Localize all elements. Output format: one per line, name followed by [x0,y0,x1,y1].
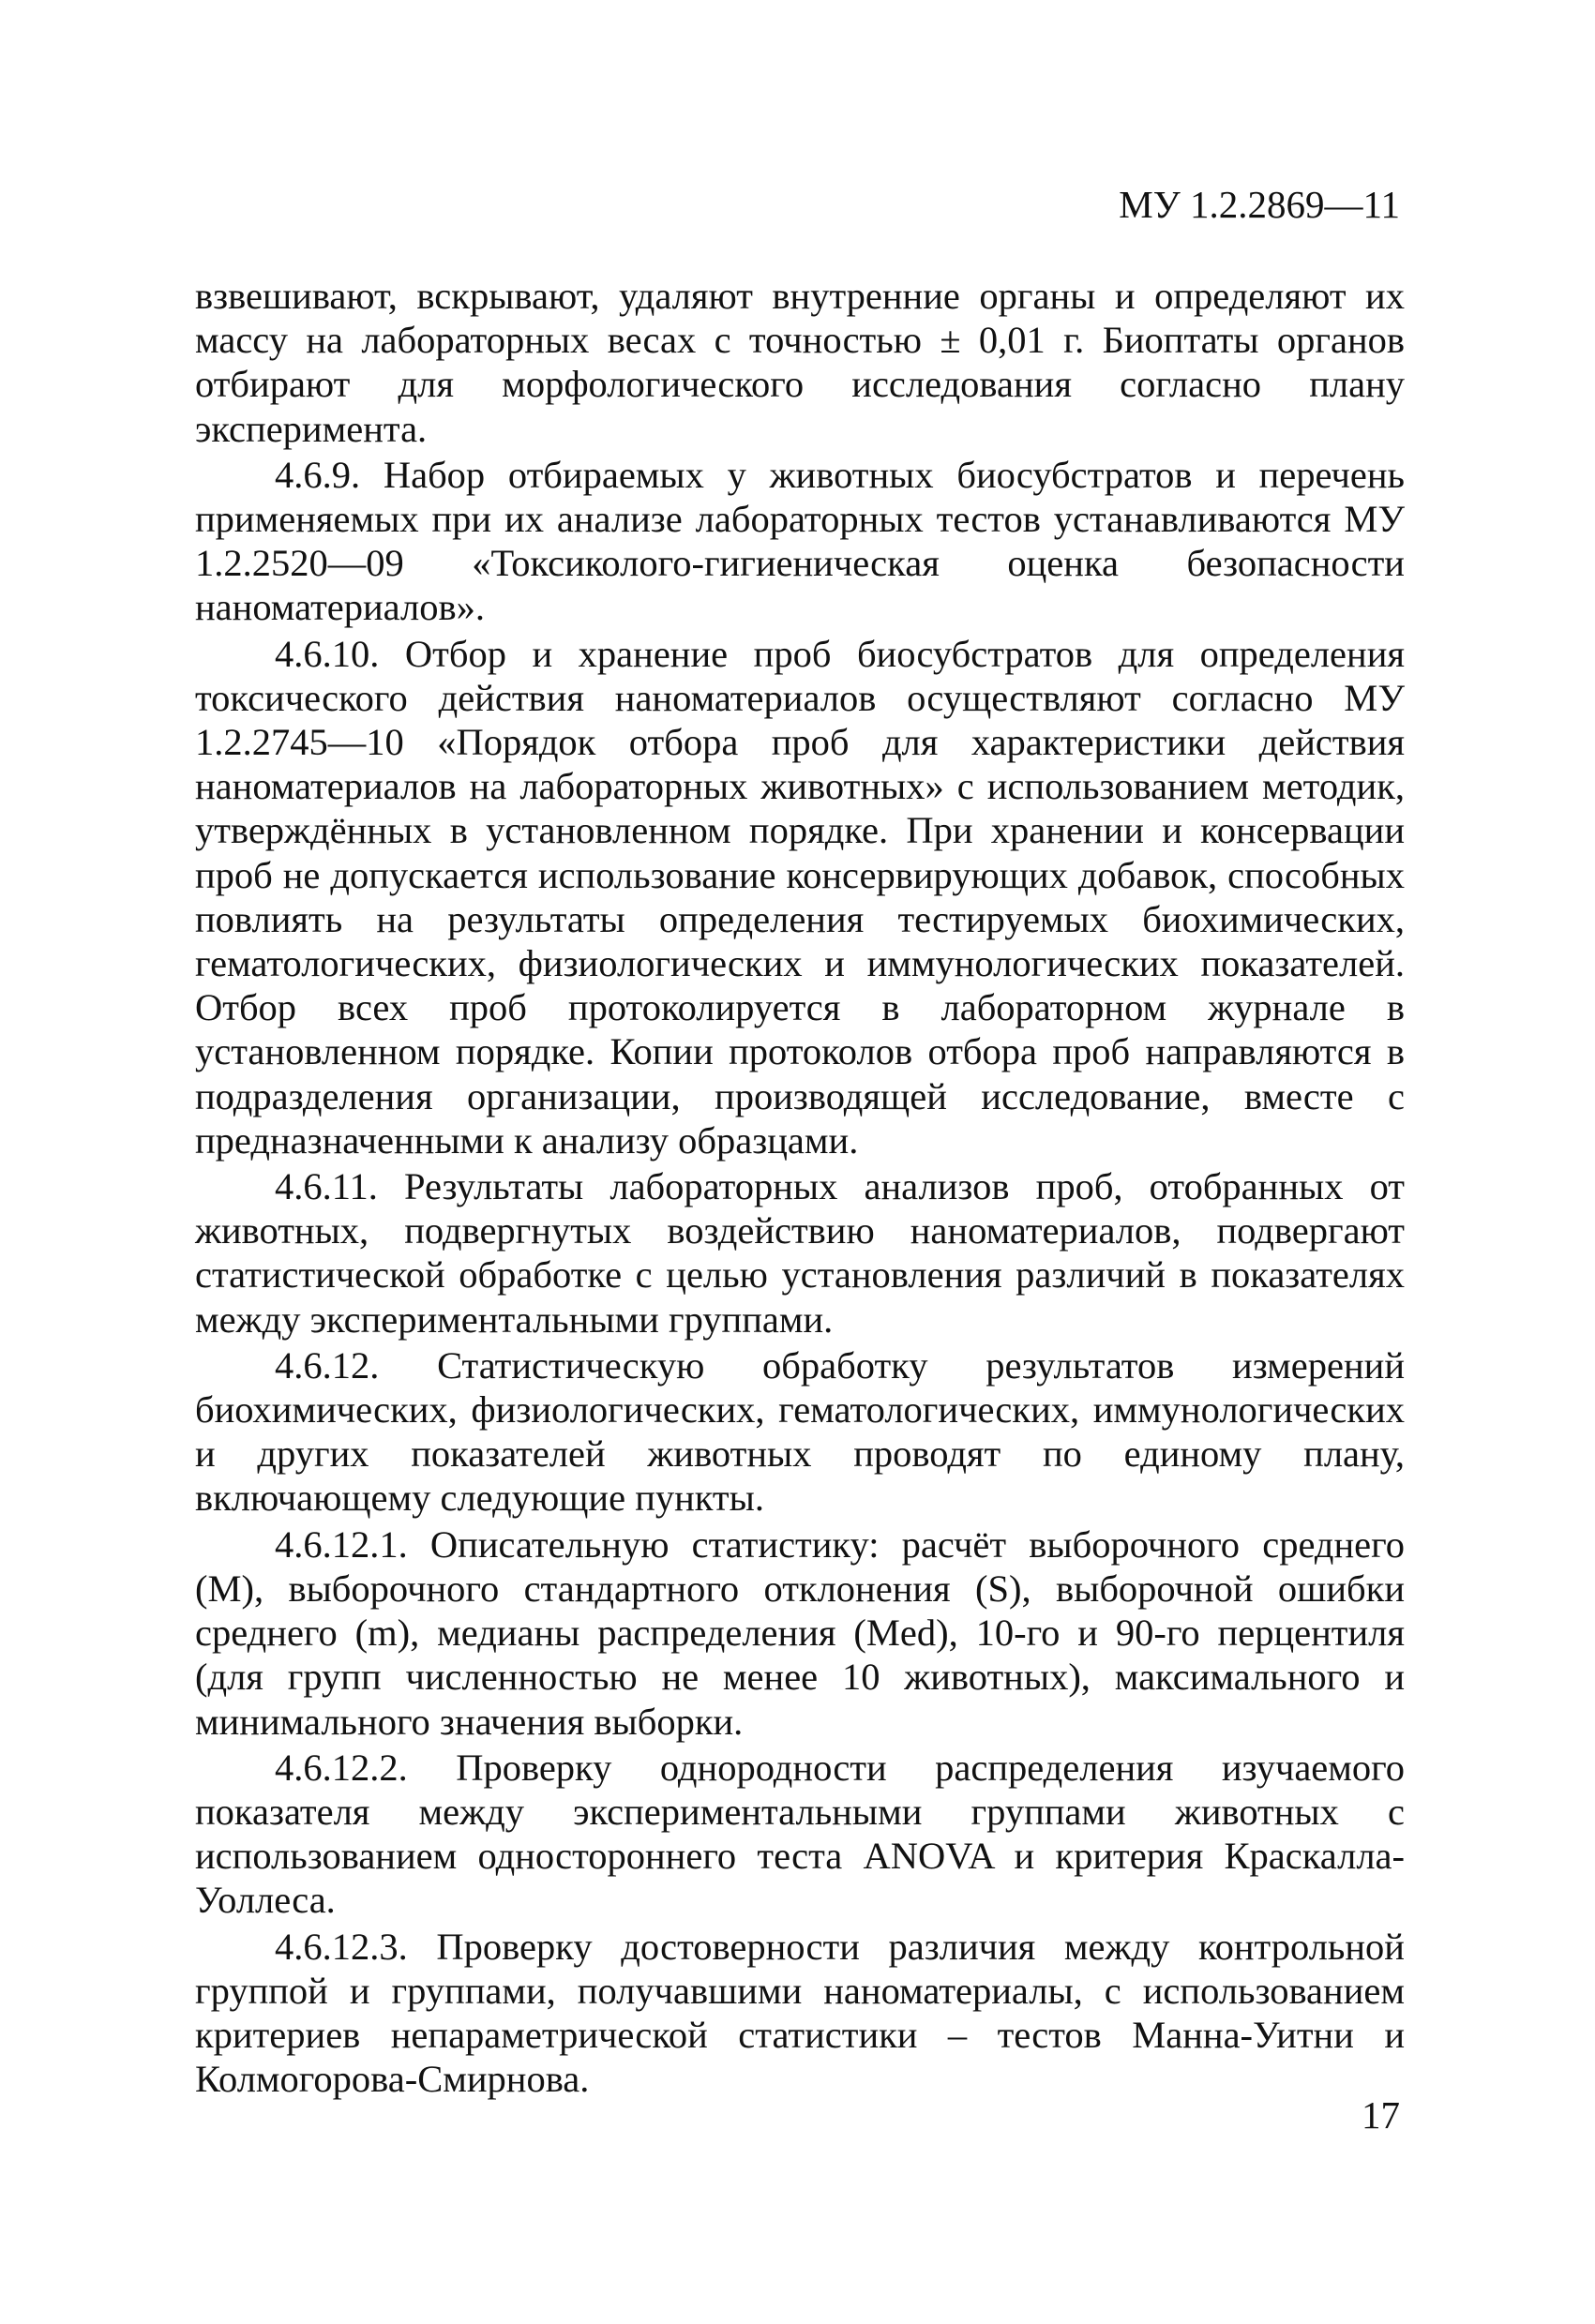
paragraph-4-6-9: 4.6.9. Набор отбираемых у животных биосубстратов и перечень применяемых при их анализе лабораторных тестов устанавливаются МУ 1.2.2520—09 «Токсиколого-гигиеническая оценка безопасности наноматериалов». [195,453,1405,629]
paragraph-4-6-12-2: 4.6.12.2. Проверку однородности распределения изучаемого показателя между экспериментальными группами животных с использованием одностороннего теста ANOVA и критерия Краскалла-Уоллеса. [195,1746,1405,1922]
page-number: 17 [1362,2093,1400,2137]
paragraph-4-6-12-3: 4.6.12.3. Проверку достоверности различия между контрольной группой и группами, получавшими наноматериалы, с использованием критериев непараметрической статистики – тестов Манна-Уитни и Колмогорова-Смирнова. [195,1925,1405,2101]
paragraph-4-6-10: 4.6.10. Отбор и хранение проб биосубстратов для определения токсического действия наноматериалов осуществляют согласно МУ 1.2.2745—10 «Порядок отбора проб для характеристики действия наноматериалов на лабораторных животных» с использованием методик, утверждённых в установленном порядке. При хранении и консервации проб не допускается использование консервирующих добавок, способных повлиять на результаты определения тестируемых биохимических, гематологических, физиологических и иммунологических показателей. Отбор всех проб протоколируется в лабораторном журнале в установленном порядке. Копии протоколов отбора проб направляются в подразделения организации, производящей исследование, вместе с предназначенными к анализу образцами. [195,632,1405,1162]
document-code: МУ 1.2.2869—11 [1119,183,1400,226]
paragraph-continuation: взвешивают, вскрывают, удаляют внутренние органы и определяют их массу на лабораторных весах с точностью ± 0,01 г. Биоптаты органов отбирают для морфологического исследования согласно плану эксперимента. [195,275,1405,450]
paragraph-4-6-11: 4.6.11. Результаты лабораторных анализов проб, отобранных от животных, подвергнутых воздействию наноматериалов, подвергают статистической обработке с целью установления различий в показателях между экспериментальными группами. [195,1165,1405,1341]
paragraph-4-6-12-1: 4.6.12.1. Описательную статистику: расчёт выборочного среднего (M), выборочного стандартного отклонения (S), выборочной ошибки среднего (m), медианы распределения (Med), 10-го и 90-го перцентиля (для групп численностью не менее 10 животных), максимального и минимального значения выборки. [195,1522,1405,1743]
body-text [195,274,1405,2101]
paragraph-4-6-12: 4.6.12. Статистическую обработку результатов измерений биохимических, физиологических, гематологических, иммунологических и других показателей животных проводят по единому плану, включающему следующие пункты. [195,1343,1405,1520]
